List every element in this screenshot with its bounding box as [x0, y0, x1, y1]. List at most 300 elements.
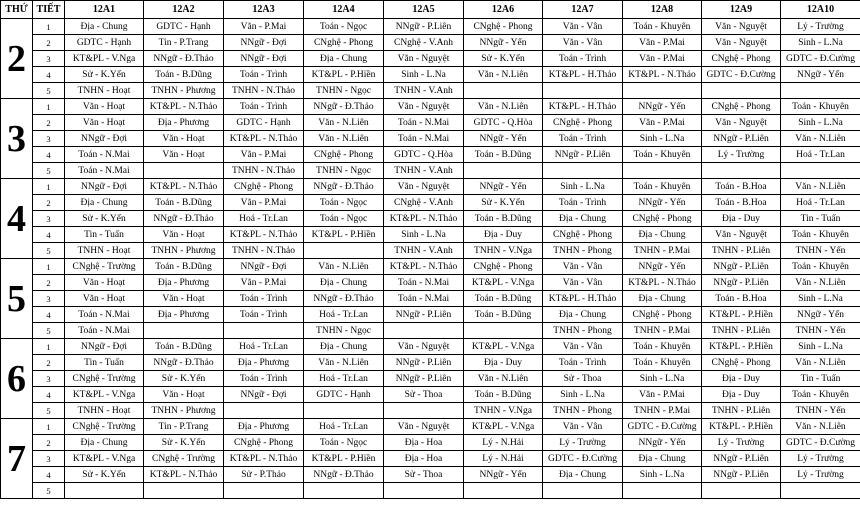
lesson-cell: Toán - B.Dũng	[464, 147, 543, 163]
lesson-cell: Địa - Duy	[702, 387, 781, 403]
lesson-cell: KT&PL - V.Nga	[464, 419, 543, 435]
day-label: 2	[1, 19, 33, 99]
lesson-cell: TNHN - V.Anh	[384, 243, 464, 259]
lesson-cell: KT&PL - P.Hiền	[702, 339, 781, 355]
class-column-header: 12A8	[623, 1, 702, 19]
lesson-cell: Toán - Trình	[543, 131, 623, 147]
lesson-cell: Toán - Khuyên	[781, 259, 860, 275]
lesson-cell: NNgữ - Đợi	[224, 259, 304, 275]
lesson-cell: Văn - Nguyệt	[702, 19, 781, 35]
lesson-cell: TNHN - P.Liên	[702, 323, 781, 339]
lesson-cell: Hoá - Tr.Lan	[224, 211, 304, 227]
lesson-cell: CNghệ - Phong	[304, 147, 384, 163]
lesson-cell	[384, 483, 464, 499]
lesson-cell: KT&PL - N.Thảo	[144, 467, 224, 483]
period-number: 4	[33, 387, 65, 403]
lesson-cell: Văn - Nguyệt	[702, 227, 781, 243]
period-number: 3	[33, 51, 65, 67]
lesson-cell: Sử - P.Thảo	[224, 467, 304, 483]
lesson-cell: Sinh - L.Na	[384, 227, 464, 243]
lesson-cell: Toán - B.Dũng	[464, 291, 543, 307]
lesson-cell: Văn - P.Mai	[224, 275, 304, 291]
lesson-cell: Sinh - L.Na	[781, 339, 860, 355]
lesson-cell: Văn - N.Liên	[304, 131, 384, 147]
lesson-cell: NNgữ - P.Liên	[384, 19, 464, 35]
lesson-cell: Địa - Chung	[543, 211, 623, 227]
lesson-cell: Lý - Trường	[781, 467, 860, 483]
period-number: 2	[33, 115, 65, 131]
period-number: 4	[33, 147, 65, 163]
lesson-cell: NNgữ - Yến	[781, 307, 860, 323]
lesson-cell: Sử - Thoa	[543, 371, 623, 387]
lesson-cell: KT&PL - V.Nga	[65, 451, 144, 467]
lesson-cell: KT&PL - N.Thảo	[144, 99, 224, 115]
lesson-cell: KT&PL - N.Thảo	[224, 451, 304, 467]
lesson-cell: TNHN - P.Liên	[702, 403, 781, 419]
lesson-cell: GDTC - Đ.Cường	[781, 435, 860, 451]
period-number: 2	[33, 275, 65, 291]
lesson-cell: CNghệ - Phong	[623, 307, 702, 323]
lesson-cell: TNHN - V.Nga	[464, 243, 543, 259]
period-number: 4	[33, 307, 65, 323]
day-label: 4	[1, 179, 33, 259]
lesson-cell: TNHN - N.Thảo	[224, 163, 304, 179]
timetable-row	[1, 67, 860, 83]
lesson-cell: NNgữ - Đ.Thảo	[144, 211, 224, 227]
lesson-cell: Sinh - L.Na	[384, 67, 464, 83]
period-number: 2	[33, 355, 65, 371]
lesson-cell: KT&PL - N.Thảo	[144, 179, 224, 195]
lesson-cell: GDTC - Đ.Cường	[702, 67, 781, 83]
lesson-cell: TNHN - V.Anh	[384, 163, 464, 179]
timetable-row	[1, 307, 860, 323]
lesson-cell: Toán - Khuyên	[623, 355, 702, 371]
lesson-cell: NNgữ - P.Liên	[702, 451, 781, 467]
lesson-cell: NNgữ - Yến	[464, 35, 543, 51]
timetable-row	[1, 435, 860, 451]
period-number: 3	[33, 211, 65, 227]
header-row	[1, 1, 860, 19]
lesson-cell: TNHN - P.Mai	[623, 323, 702, 339]
timetable-row	[1, 115, 860, 131]
lesson-cell: Sinh - L.Na	[781, 35, 860, 51]
lesson-cell: Văn - Hoạt	[65, 115, 144, 131]
lesson-cell: Văn - Vân	[543, 275, 623, 291]
lesson-cell	[781, 483, 860, 499]
lesson-cell: KT&PL - V.Nga	[464, 275, 543, 291]
lesson-cell: Địa - Chung	[623, 227, 702, 243]
lesson-cell: Sử - Thoa	[384, 387, 464, 403]
lesson-cell: GDTC - Đ.Cường	[623, 419, 702, 435]
lesson-cell: TNHN - N.Thảo	[224, 83, 304, 99]
lesson-cell: TNHN - Yến	[781, 243, 860, 259]
lesson-cell: Toán - Khuyên	[781, 99, 860, 115]
lesson-cell: NNgữ - P.Liên	[702, 259, 781, 275]
lesson-cell: CNghệ - Trường	[65, 259, 144, 275]
lesson-cell: Sử - K.Yến	[464, 51, 543, 67]
lesson-cell: NNgữ - P.Liên	[702, 275, 781, 291]
lesson-cell: KT&PL - P.Hiền	[304, 227, 384, 243]
timetable-row	[1, 371, 860, 387]
timetable-row	[1, 339, 860, 355]
lesson-cell: NNgữ - Yến	[464, 179, 543, 195]
lesson-cell: Hoá - Tr.Lan	[781, 195, 860, 211]
lesson-cell: TNHN - Phong	[543, 323, 623, 339]
lesson-cell: Địa - Chung	[623, 451, 702, 467]
lesson-cell: NNgữ - Đ.Thảo	[304, 291, 384, 307]
lesson-cell: Lý - N.Hải	[464, 451, 543, 467]
lesson-cell: TNHN - Phong	[543, 243, 623, 259]
period-number: 3	[33, 291, 65, 307]
lesson-cell: KT&PL - N.Thảo	[224, 227, 304, 243]
period-column-header: TIẾT	[33, 1, 65, 19]
period-number: 4	[33, 227, 65, 243]
period-number: 1	[33, 19, 65, 35]
lesson-cell: CNghệ - Phong	[464, 19, 543, 35]
lesson-cell: Địa - Duy	[702, 211, 781, 227]
timetable-row	[1, 323, 860, 339]
class-column-header: 12A7	[543, 1, 623, 19]
lesson-cell	[224, 323, 304, 339]
period-number: 1	[33, 419, 65, 435]
lesson-cell: GDTC - Đ.Cường	[543, 451, 623, 467]
period-number: 4	[33, 467, 65, 483]
lesson-cell: NNgữ - Đ.Thảo	[304, 99, 384, 115]
lesson-cell: KT&PL - V.Nga	[65, 387, 144, 403]
lesson-cell: Địa - Hoa	[384, 435, 464, 451]
lesson-cell: Toán - B.Dũng	[144, 67, 224, 83]
lesson-cell: NNgữ - P.Liên	[543, 147, 623, 163]
lesson-cell: GDTC - Hạnh	[224, 115, 304, 131]
lesson-cell: TNHN - V.Anh	[384, 83, 464, 99]
lesson-cell: Toán - Trình	[224, 67, 304, 83]
class-column-header: 12A5	[384, 1, 464, 19]
lesson-cell: Địa - Phương	[144, 115, 224, 131]
lesson-cell: CNghệ - Phong	[464, 259, 543, 275]
timetable-row	[1, 259, 860, 275]
lesson-cell: Địa - Phương	[144, 307, 224, 323]
lesson-cell: Văn - P.Mai	[224, 147, 304, 163]
class-column-header: 12A2	[144, 1, 224, 19]
period-number: 1	[33, 179, 65, 195]
lesson-cell	[781, 83, 860, 99]
lesson-cell	[623, 483, 702, 499]
lesson-cell	[144, 323, 224, 339]
lesson-cell: NNgữ - Yến	[623, 435, 702, 451]
lesson-cell: Văn - Hoạt	[144, 227, 224, 243]
lesson-cell: CNghệ - Trường	[65, 419, 144, 435]
lesson-cell: TNHN - Phong	[543, 403, 623, 419]
timetable-row	[1, 131, 860, 147]
lesson-cell: Toán - B.Dũng	[144, 339, 224, 355]
period-number: 3	[33, 371, 65, 387]
timetable-row	[1, 419, 860, 435]
lesson-cell: KT&PL - P.Hiền	[304, 451, 384, 467]
lesson-cell: Toán - Khuyên	[781, 387, 860, 403]
timetable-row	[1, 99, 860, 115]
lesson-cell: TNHN - Phương	[144, 83, 224, 99]
lesson-cell: Toán - N.Mai	[65, 163, 144, 179]
day-label: 5	[1, 259, 33, 339]
lesson-cell	[464, 323, 543, 339]
lesson-cell: Văn - Vân	[543, 419, 623, 435]
lesson-cell	[304, 243, 384, 259]
lesson-cell: Toán - Trình	[543, 355, 623, 371]
lesson-cell: TNHN - N.Thảo	[224, 243, 304, 259]
lesson-cell	[304, 403, 384, 419]
lesson-cell: CNghệ - Phong	[543, 115, 623, 131]
lesson-cell: NNgữ - P.Liên	[702, 467, 781, 483]
lesson-cell	[543, 163, 623, 179]
lesson-cell: Địa - Chung	[623, 291, 702, 307]
lesson-cell: Văn - N.Liên	[304, 115, 384, 131]
timetable-row	[1, 227, 860, 243]
period-number: 5	[33, 403, 65, 419]
lesson-cell: NNgữ - Đ.Thảo	[144, 355, 224, 371]
lesson-cell: Sử - K.Yến	[464, 195, 543, 211]
period-number: 5	[33, 323, 65, 339]
lesson-cell: Văn - N.Liên	[781, 355, 860, 371]
lesson-cell: KT&PL - V.Nga	[464, 339, 543, 355]
lesson-cell: Toán - Trình	[224, 371, 304, 387]
lesson-cell: Địa - Chung	[304, 275, 384, 291]
lesson-cell: NNgữ - Đợi	[65, 339, 144, 355]
lesson-cell: Văn - Nguyệt	[384, 99, 464, 115]
lesson-cell: Toán - Ngọc	[304, 211, 384, 227]
lesson-cell: Địa - Phương	[224, 355, 304, 371]
period-number: 5	[33, 163, 65, 179]
lesson-cell: Văn - Hoạt	[144, 387, 224, 403]
lesson-cell: Toán - N.Mai	[384, 115, 464, 131]
lesson-cell: Toán - B.Dũng	[464, 211, 543, 227]
lesson-cell: Địa - Duy	[702, 371, 781, 387]
lesson-cell: Hoá - Tr.Lan	[304, 307, 384, 323]
lesson-cell: Toán - Khuyên	[623, 339, 702, 355]
timetable-row	[1, 51, 860, 67]
lesson-cell: NNgữ - P.Liên	[384, 371, 464, 387]
lesson-cell: Văn - Nguyệt	[384, 51, 464, 67]
lesson-cell: GDTC - Q.Hòa	[464, 115, 543, 131]
lesson-cell: Hoá - Tr.Lan	[304, 371, 384, 387]
lesson-cell: Toán - Khuyên	[623, 19, 702, 35]
lesson-cell: Văn - P.Mai	[623, 35, 702, 51]
lesson-cell: Văn - Vân	[543, 339, 623, 355]
lesson-cell	[543, 483, 623, 499]
lesson-cell: Toán - Ngọc	[304, 19, 384, 35]
period-number: 1	[33, 259, 65, 275]
lesson-cell: KT&PL - N.Thảo	[224, 131, 304, 147]
timetable-row	[1, 275, 860, 291]
lesson-cell: Toán - Trình	[543, 195, 623, 211]
lesson-cell: Toán - N.Mai	[384, 291, 464, 307]
lesson-cell: Hoá - Tr.Lan	[781, 147, 860, 163]
lesson-cell: TNHN - Phương	[144, 403, 224, 419]
lesson-cell: Tin - Tuấn	[781, 211, 860, 227]
lesson-cell: NNgữ - P.Liên	[384, 355, 464, 371]
lesson-cell: NNgữ - Yến	[464, 131, 543, 147]
lesson-cell: Toán - B.Dũng	[144, 259, 224, 275]
lesson-cell: Văn - N.Liên	[781, 275, 860, 291]
lesson-cell: KT&PL - H.Thảo	[543, 99, 623, 115]
period-number: 5	[33, 483, 65, 499]
timetable-row	[1, 147, 860, 163]
lesson-cell: Sử - K.Yến	[65, 211, 144, 227]
lesson-cell: Sinh - L.Na	[623, 371, 702, 387]
lesson-cell: CNghệ - Phong	[702, 99, 781, 115]
lesson-cell: Văn - N.Liên	[304, 259, 384, 275]
day-label: 7	[1, 419, 33, 499]
lesson-cell: Hoá - Tr.Lan	[304, 419, 384, 435]
lesson-cell: Văn - N.Liên	[464, 99, 543, 115]
lesson-cell: GDTC - Q.Hòa	[384, 147, 464, 163]
lesson-cell	[543, 83, 623, 99]
timetable-row	[1, 163, 860, 179]
lesson-cell: CNghệ - Phong	[702, 51, 781, 67]
lesson-cell: Toán - Ngọc	[304, 195, 384, 211]
lesson-cell: NNgữ - Yến	[623, 259, 702, 275]
lesson-cell: Văn - P.Mai	[224, 19, 304, 35]
lesson-cell: Văn - Hoạt	[65, 291, 144, 307]
lesson-cell: TNHN - Ngọc	[304, 323, 384, 339]
period-number: 3	[33, 451, 65, 467]
lesson-cell: Địa - Duy	[464, 355, 543, 371]
lesson-cell: Địa - Chung	[543, 307, 623, 323]
lesson-cell: Sử - Thoa	[384, 467, 464, 483]
lesson-cell	[304, 483, 384, 499]
period-number: 3	[33, 131, 65, 147]
lesson-cell: Toán - Trình	[543, 51, 623, 67]
lesson-cell: Văn - N.Liên	[304, 355, 384, 371]
lesson-cell: Tin - Tuấn	[65, 227, 144, 243]
lesson-cell: Văn - P.Mai	[224, 195, 304, 211]
lesson-cell: Toán - N.Mai	[65, 307, 144, 323]
lesson-cell: Sinh - L.Na	[781, 115, 860, 131]
lesson-cell: KT&PL - P.Hiền	[702, 419, 781, 435]
timetable-row	[1, 195, 860, 211]
lesson-cell: GDTC - Đ.Cường	[781, 51, 860, 67]
lesson-cell: Tin - P.Trang	[144, 419, 224, 435]
lesson-cell: Văn - Hoạt	[65, 99, 144, 115]
lesson-cell: Tin - P.Trang	[144, 35, 224, 51]
lesson-cell: GDTC - Hạnh	[65, 35, 144, 51]
class-column-header: 12A4	[304, 1, 384, 19]
lesson-cell: CNghệ - Phong	[224, 179, 304, 195]
lesson-cell: NNgữ - Đ.Thảo	[144, 51, 224, 67]
lesson-cell: Văn - N.Liên	[464, 67, 543, 83]
lesson-cell: NNgữ - Yến	[623, 99, 702, 115]
lesson-cell: KT&PL - N.Thảo	[384, 211, 464, 227]
lesson-cell: Tin - Tuấn	[781, 371, 860, 387]
lesson-cell: KT&PL - V.Nga	[65, 51, 144, 67]
period-number: 2	[33, 35, 65, 51]
lesson-cell: KT&PL - P.Hiền	[304, 67, 384, 83]
lesson-cell: TNHN - Yến	[781, 403, 860, 419]
lesson-cell: TNHN - P.Mai	[623, 403, 702, 419]
lesson-cell: Văn - Nguyệt	[384, 339, 464, 355]
lesson-cell: NNgữ - Đ.Thảo	[304, 467, 384, 483]
lesson-cell	[224, 403, 304, 419]
lesson-cell	[464, 483, 543, 499]
lesson-cell: TNHN - Hoạt	[65, 83, 144, 99]
lesson-cell: Văn - Hoạt	[144, 131, 224, 147]
lesson-cell: CNghệ - Phong	[702, 355, 781, 371]
lesson-cell: Địa - Phương	[144, 275, 224, 291]
period-number: 2	[33, 435, 65, 451]
lesson-cell: KT&PL - N.Thảo	[623, 275, 702, 291]
lesson-cell: Địa - Chung	[65, 19, 144, 35]
lesson-cell: Sinh - L.Na	[623, 467, 702, 483]
lesson-cell: Toán - Trình	[224, 307, 304, 323]
lesson-cell: TNHN - Yến	[781, 323, 860, 339]
period-number: 5	[33, 243, 65, 259]
lesson-cell: Toán - B.Hoa	[702, 195, 781, 211]
lesson-cell: TNHN - Phương	[144, 243, 224, 259]
lesson-cell: Văn - Nguyệt	[702, 115, 781, 131]
lesson-cell: Toán - N.Mai	[384, 275, 464, 291]
lesson-cell: Sử - K.Yến	[65, 67, 144, 83]
period-number: 2	[33, 195, 65, 211]
timetable-row	[1, 467, 860, 483]
lesson-cell: Văn - N.Liên	[464, 371, 543, 387]
lesson-cell: Toán - B.Hoa	[702, 179, 781, 195]
lesson-cell	[702, 483, 781, 499]
lesson-cell: GDTC - Hạnh	[304, 387, 384, 403]
lesson-cell: Địa - Hoa	[384, 451, 464, 467]
lesson-cell	[144, 483, 224, 499]
lesson-cell	[65, 483, 144, 499]
lesson-cell: Toán - Khuyên	[781, 227, 860, 243]
lesson-cell: NNgữ - Đ.Thảo	[304, 179, 384, 195]
lesson-cell: NNgữ - Đợi	[224, 51, 304, 67]
lesson-cell	[623, 163, 702, 179]
lesson-cell: Sinh - L.Na	[543, 387, 623, 403]
lesson-cell: NNgữ - Đợi	[65, 179, 144, 195]
period-number: 1	[33, 339, 65, 355]
period-number: 4	[33, 67, 65, 83]
lesson-cell: Văn - P.Mai	[623, 51, 702, 67]
lesson-cell: Toán - B.Dũng	[464, 387, 543, 403]
lesson-cell: Sinh - L.Na	[623, 131, 702, 147]
lesson-cell	[702, 163, 781, 179]
lesson-cell: Địa - Duy	[464, 227, 543, 243]
lesson-cell	[224, 483, 304, 499]
lesson-cell: Văn - Vân	[543, 35, 623, 51]
lesson-cell: Sinh - L.Na	[543, 179, 623, 195]
lesson-cell: Toán - Ngọc	[304, 435, 384, 451]
lesson-cell: TNHN - Ngọc	[304, 83, 384, 99]
timetable-row	[1, 355, 860, 371]
day-column-header: THỨ	[1, 1, 33, 19]
lesson-cell	[384, 403, 464, 419]
lesson-cell: CNghệ - Phong	[224, 435, 304, 451]
timetable-row	[1, 387, 860, 403]
lesson-cell: NNgữ - Yến	[623, 195, 702, 211]
lesson-cell: Hoá - Tr.Lan	[224, 339, 304, 355]
period-number: 5	[33, 83, 65, 99]
class-column-header: 12A6	[464, 1, 543, 19]
lesson-cell: Văn - Hoạt	[65, 275, 144, 291]
lesson-cell: Lý - Trường	[702, 147, 781, 163]
lesson-cell: CNghệ - V.Anh	[384, 35, 464, 51]
lesson-cell: Lý - Trường	[702, 435, 781, 451]
lesson-cell: Sử - K.Yến	[65, 467, 144, 483]
day-label: 6	[1, 339, 33, 419]
lesson-cell	[781, 163, 860, 179]
lesson-cell: Tin - Tuấn	[65, 355, 144, 371]
day-label: 3	[1, 99, 33, 179]
class-column-header: 12A1	[65, 1, 144, 19]
lesson-cell	[144, 163, 224, 179]
